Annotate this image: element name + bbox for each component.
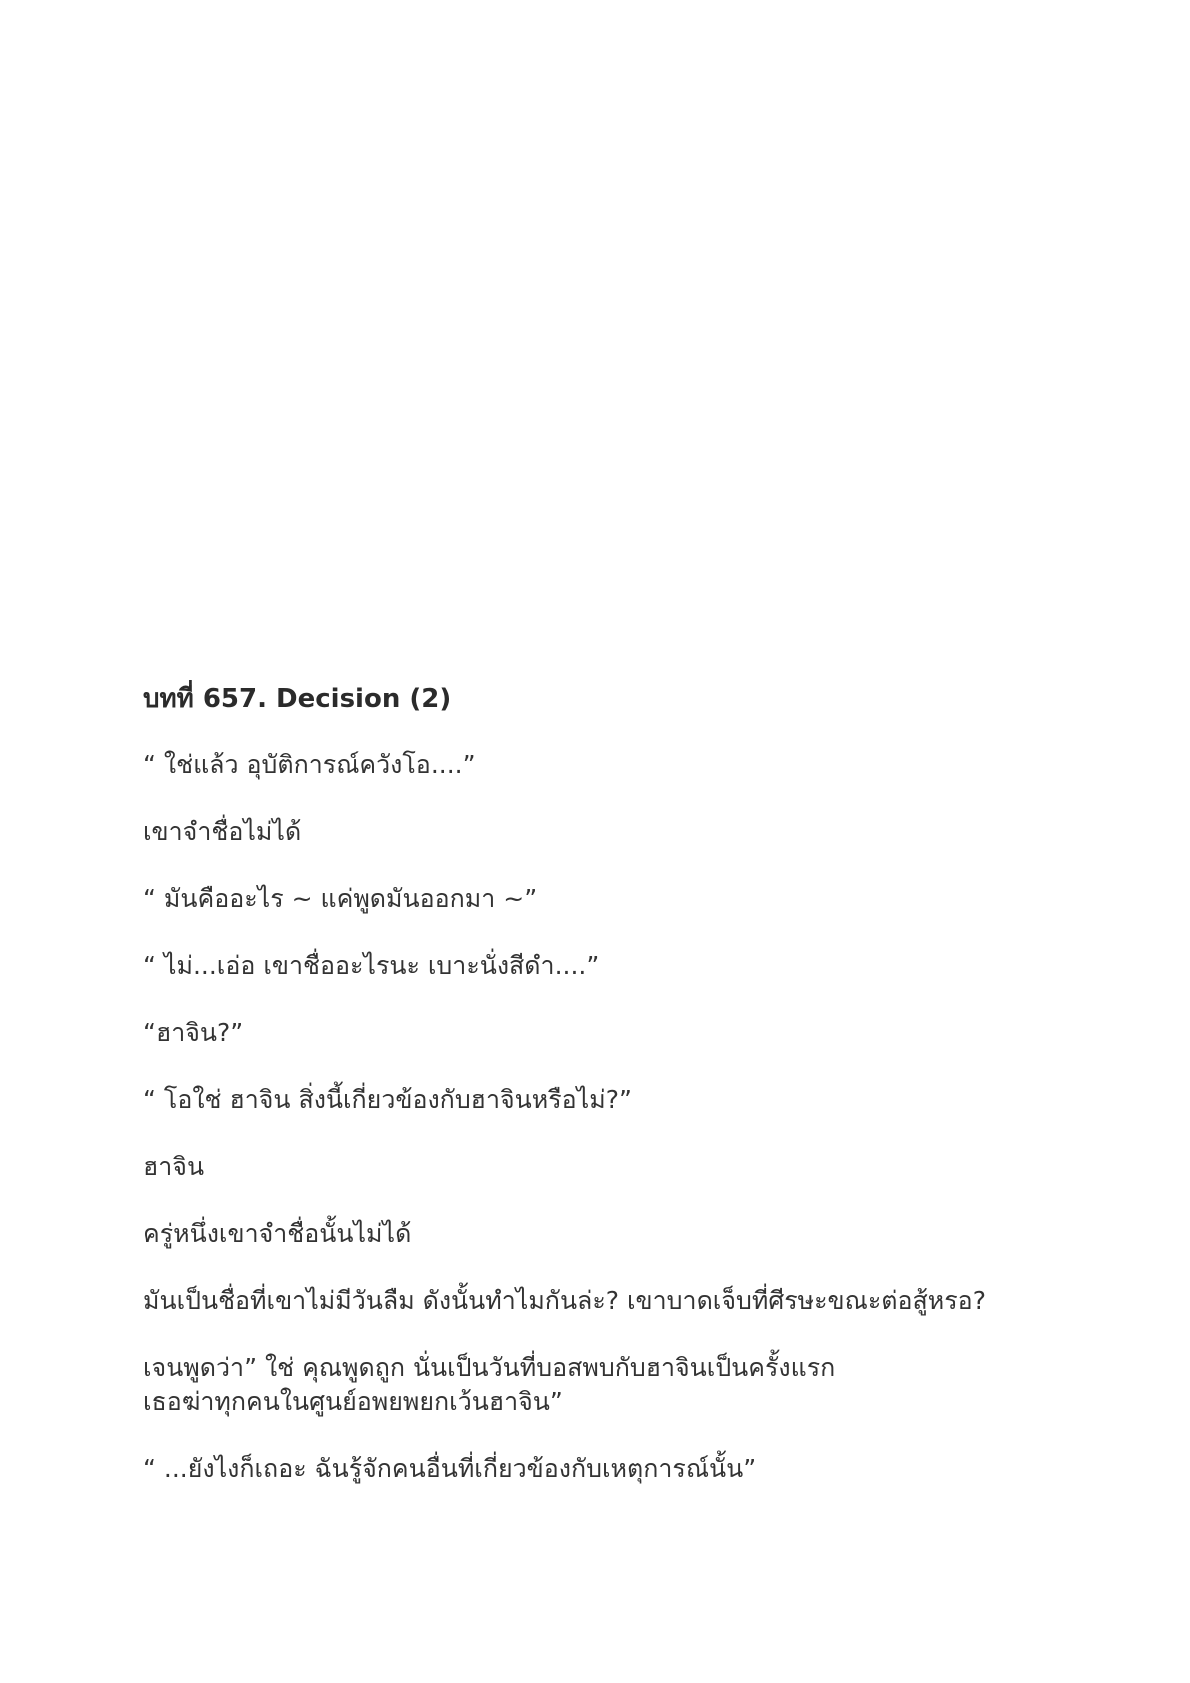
paragraph: “ มันคืออะไร ~ แค่พูดมันออกมา ~” — [143, 884, 538, 913]
document-body — [143, 682, 1063, 1519]
chapter-title: บทที่ 657. Decision (2) — [143, 684, 452, 714]
paragraph: เขาจำชื่อไม่ได้ — [143, 817, 302, 846]
paragraph: “ ไม่...เอ่อ เขาชื่ออะไรนะ เบาะนั่งสีดำ....” — [143, 951, 600, 980]
paragraph: “ ใช่แล้ว อุบัติการณ์ควังโอ....” — [143, 750, 476, 779]
paragraph: มันเป็นชื่อที่เขาไม่มีวันลืม ดังนั้นทำไมกันล่ะ? เขาบาดเจ็บที่ศีรษะขณะต่อสู้หรอ? — [143, 1286, 986, 1315]
paragraph: “ฮาจิน?” — [143, 1018, 244, 1047]
paragraph: “ โอใช่ ฮาจิน สิ่งนี้เกี่ยวข้องกับฮาจินหรือไม่?” — [143, 1085, 632, 1114]
paragraph: เจนพูดว่า” ใช่ คุณพูดถูก นั่นเป็นวันที่บอสพบกับฮาจินเป็นครั้งแรก เธอฆ่าทุกคนในศูนย์อพยพยกเว้นฮาจิน” — [143, 1353, 836, 1416]
paragraph: ฮาจิน — [143, 1152, 205, 1181]
paragraph: ครู่หนึ่งเขาจำชื่อนั้นไม่ได้ — [143, 1219, 412, 1248]
paragraph: “ ...ยังไงก็เถอะ ฉันรู้จักคนอื่นที่เกี่ยวข้องกับเหตุการณ์นั้น” — [143, 1454, 757, 1483]
